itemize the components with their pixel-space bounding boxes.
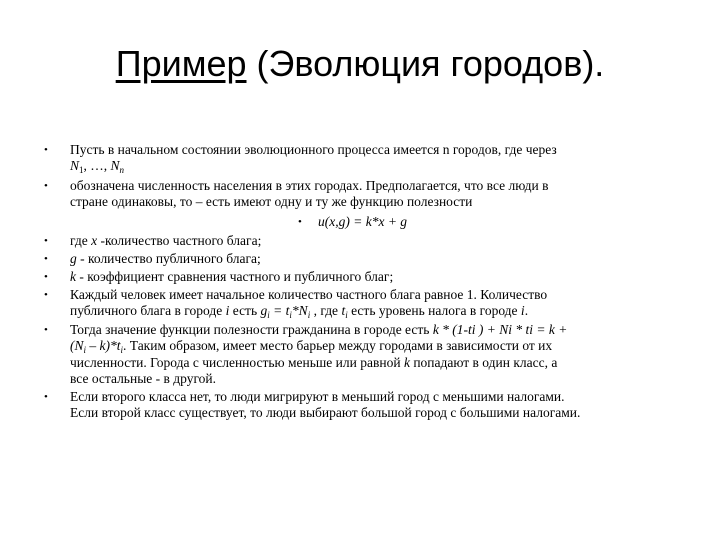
text-line: обозначена численность населения в этих городах. Предполагается, что все люди в (70, 178, 549, 193)
bullet-5: • (44, 253, 48, 265)
text-line: публичного блага в городе i есть $g_i = t_i*N_i$ , где $t_i$ есть уровень налога в городе i. (70, 303, 529, 320)
text-line: Если второго класса нет, то люди мигрируют в меньший город с меньшими налогами. (70, 389, 565, 404)
bullet-4: • (44, 235, 48, 247)
title-underlined-word: Пример (115, 43, 247, 84)
text-line: Каждый человек имеет начальное количество частного блага равное 1. Количество (70, 287, 548, 302)
bullet-7: • (44, 289, 48, 301)
text-line: Тогда значение функции полезности гражданина в городе есть k * (1-ti ) + Ni * ti = k + (70, 322, 568, 337)
title-rest: (Эволюция городов). (246, 43, 605, 84)
text-line: $(N_i - k)*t_i$. Таким образом, имеет место барьер между городами в зависимости от их (70, 338, 553, 355)
bullet-9: • (44, 391, 48, 403)
bullet-6: • (44, 271, 48, 283)
bullet-2: • (44, 180, 48, 192)
bullet-8: • (44, 324, 48, 336)
utility-formula: u(x,g) = k*x + g (318, 214, 408, 229)
bullet-1: • (44, 144, 48, 156)
text-line: где x -количество частного блага; (70, 233, 262, 248)
bullet-3: • (298, 216, 302, 228)
text-line: все остальные - в другой. (70, 371, 216, 386)
text-line: Если второй класс существует, то люди выбирают большой город с большими налогами. (70, 405, 581, 420)
text-line: численности. Города с численностью меньше или равной k попадают в один класс, а (70, 355, 558, 370)
text-line: стране одинаковы, то – есть имеют одну и ту же функцию полезности (70, 194, 473, 209)
text-line: Пусть в начальном состоянии эволюционного процесса имеется n городов, где через (70, 142, 557, 157)
text-line: g - количество публичного блага; (70, 251, 261, 266)
text-line: $N_1$, …, $N_n$ (70, 158, 125, 175)
text-line: k - коэффициент сравнения частного и публичного благ; (70, 269, 394, 284)
